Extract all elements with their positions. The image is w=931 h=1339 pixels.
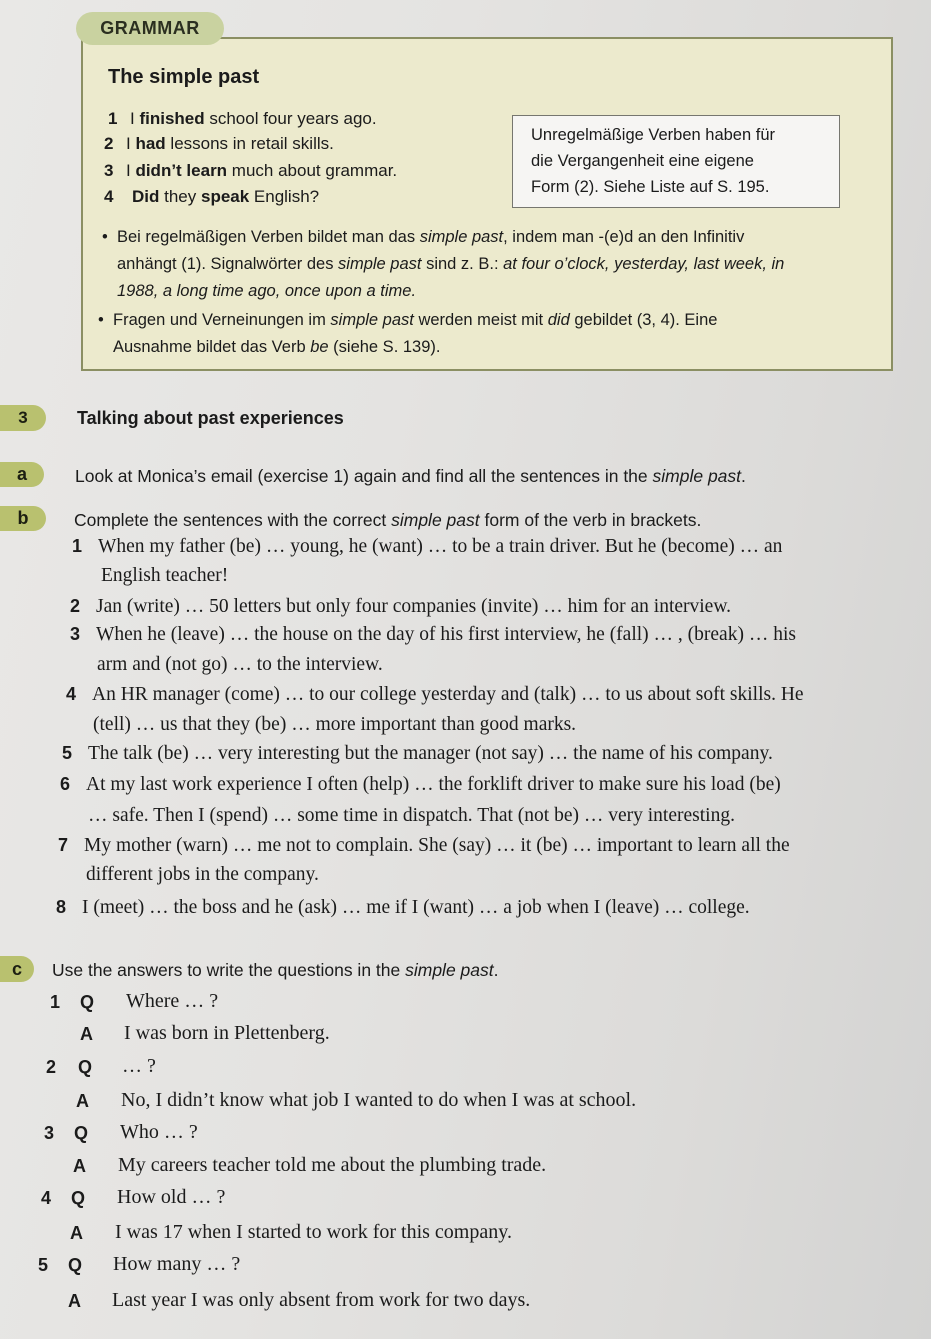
task-c-q1: 1 Q Where … ?: [50, 990, 219, 1012]
task-c-a1: A I was born in Plettenberg.: [80, 1022, 330, 1044]
task-c-a4: A I was 17 when I started to work for this company.: [70, 1221, 512, 1243]
task-c-a3: A My careers teacher told me about the plumbing trade.: [73, 1154, 547, 1176]
task-c-a2: A No, I didn’t know what job I wanted to do when I was at school.: [76, 1089, 637, 1111]
grammar-example-1: 1 I finished school four years ago.: [108, 109, 377, 128]
grammar-example-4: 4 Did they speak English?: [104, 187, 320, 206]
irregular-verbs-note: Unregelmäßige Verben haben für die Vergangenheit eine eigene Form (2). Siehe Liste auf S. 195.: [512, 115, 840, 208]
task-b-item-3-cont: arm and (not go) … to the interview.: [97, 654, 383, 675]
task-b-item-4: 4 An HR manager (come) … to our college yesterday and (talk) … to us about soft skills. He: [66, 684, 804, 705]
task-b-item-6-cont: … safe. Then I (spend) … some time in dispatch. That (not be) … very interesting.: [88, 805, 735, 826]
exercise-number-badge: 3: [0, 405, 46, 431]
task-b-item-5: 5 The talk (be) … very interesting but the manager (not say) … the name of his company.: [62, 743, 773, 764]
task-b-item-1-cont: English teacher!: [101, 565, 229, 586]
grammar-tab: GRAMMAR: [76, 12, 224, 45]
task-c-a5: A Last year I was only absent from work for two days.: [68, 1289, 531, 1311]
task-c-q3: 3 Q Who … ?: [44, 1121, 198, 1143]
task-b-item-6: 6 At my last work experience I often (help) … the forklift driver to make sure his load (be): [60, 774, 781, 795]
task-a-instruction: Look at Monica’s email (exercise 1) again and find all the sentences in the simple past.: [75, 466, 746, 486]
task-c-instruction: Use the answers to write the questions in the simple past.: [52, 960, 499, 980]
task-b-instruction: Complete the sentences with the correct simple past form of the verb in brackets.: [74, 510, 702, 530]
task-b-item-8: 8 I (meet) … the boss and he (ask) … me if I (want) … a job when I (leave) … college.: [56, 897, 750, 918]
grammar-bullet-regular-verbs: • Bei regelmäßigen Verben bildet man das simple past, indem man -(e)d an den Infinitiv anhängt (1). Signalwörter des simple past sind z. B.: at four o’clock, yesterday, last week, in 1988, a long time ago, once upon a time.: [102, 228, 785, 300]
task-b-label: b: [0, 506, 46, 531]
grammar-title: The simple past: [108, 66, 260, 88]
task-c-q2: 2 Q … ?: [46, 1055, 156, 1077]
task-b-item-3: 3 When he (leave) … the house on the day of his first interview, he (fall) … , (break) … his: [70, 624, 796, 645]
grammar-example-3: 3 I didn’t learn much about grammar.: [104, 161, 398, 180]
task-b-item-7-cont: different jobs in the company.: [86, 864, 319, 885]
task-b-item-1: 1 When my father (be) … young, he (want) … to be a train driver. But he (become) … an: [72, 536, 783, 557]
task-c-q4: 4 Q How old … ?: [41, 1186, 226, 1208]
grammar-bullet-questions: • Fragen und Verneinungen im simple past werden meist mit did gebildet (3, 4). Eine Ausnahme bildet das Verb be (siehe S. 139).: [98, 311, 718, 356]
task-a-label: a: [0, 462, 44, 487]
task-b-item-4-cont: (tell) … us that they (be) … more important than good marks.: [93, 714, 577, 735]
grammar-example-2: 2 I had lessons in retail skills.: [104, 134, 334, 153]
task-b-item-2: 2 Jan (write) … 50 letters but only four companies (invite) … him for an interview.: [70, 596, 732, 617]
task-b-item-7: 7 My mother (warn) … me not to complain. She (say) … it (be) … important to learn all the: [58, 835, 790, 856]
task-c-q5: 5 Q How many … ?: [38, 1253, 241, 1275]
task-c-label: c: [0, 956, 34, 982]
exercise-title: Talking about past experiences: [77, 408, 344, 428]
